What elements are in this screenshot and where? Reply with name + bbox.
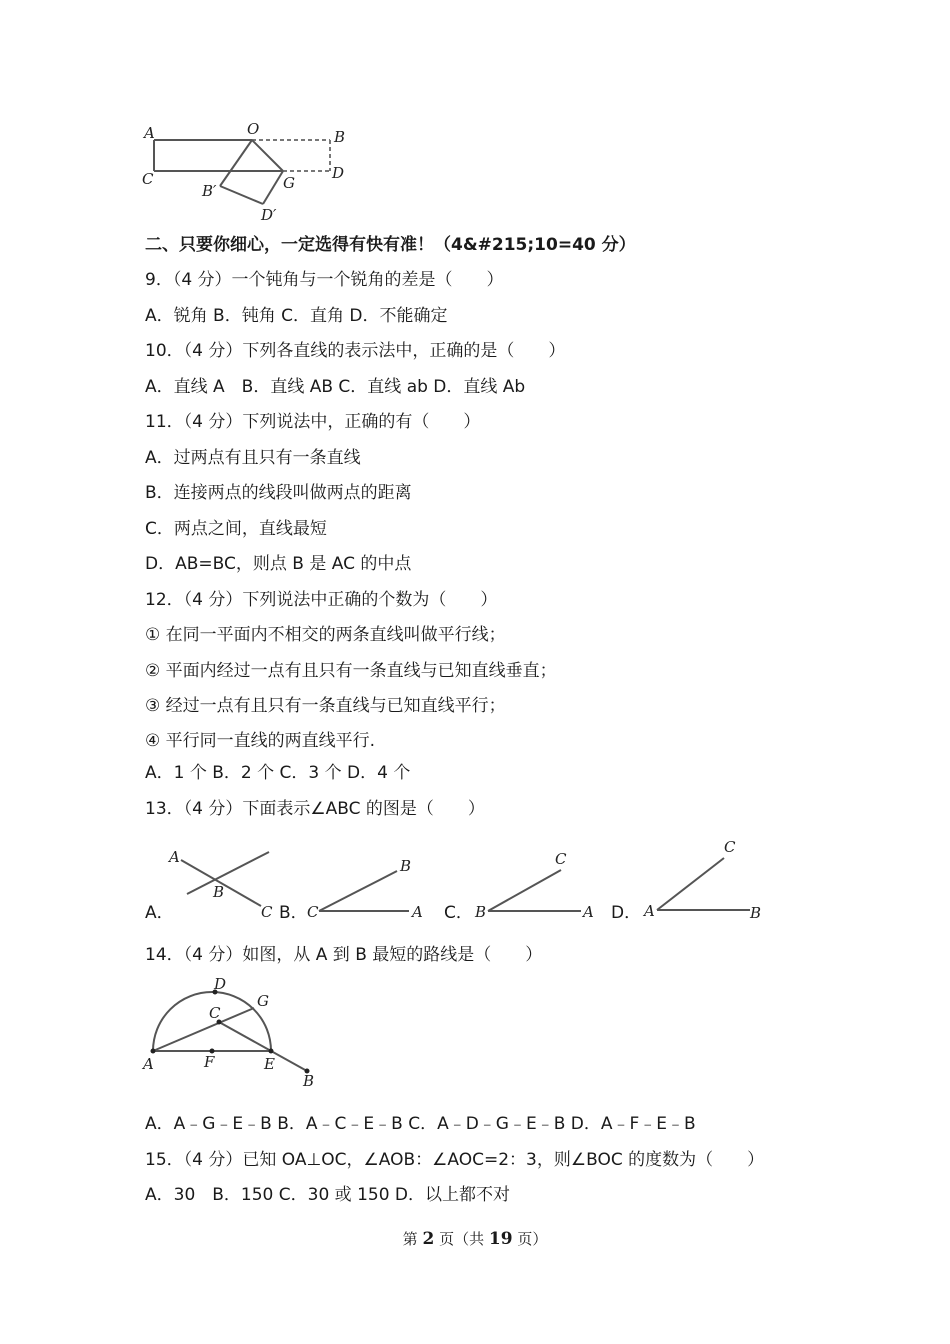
q14-label-a: A (143, 1055, 154, 1073)
fold-figure (140, 118, 360, 228)
label-d-prime: D′ (261, 206, 277, 224)
label-c: C (142, 170, 154, 188)
q12-statement-3: ③ 经过一点有且只有一条直线与已知直线平行； (145, 696, 506, 716)
q12-statement-1: ① 在同一平面内不相交的两条直线叫做平行线； (145, 625, 506, 645)
q12-statement-4: ④ 平行同一直线的两直线平行. (145, 731, 376, 751)
q13-figure-d (642, 838, 767, 922)
footer-suffix: 页） (517, 1230, 548, 1248)
q13-c-label-b: B (475, 903, 487, 921)
q11-option-a: A．过两点有且只有一条直线 (145, 448, 361, 468)
q12-options: A．1 个 B．2 个 C．3 个 D．4 个 (145, 763, 411, 783)
footer-page-number: 2 (422, 1229, 435, 1249)
q13-option-a-label: A． (145, 903, 174, 923)
q11-option-d: D．AB=BC，则点 B 是 AC 的中点 (145, 554, 412, 574)
q13-d-label-b: B (750, 904, 762, 922)
footer-mid: 页（共 (439, 1230, 485, 1248)
q15-options: A．30 B．150 C．30 或 150 D．以上都不对 (145, 1185, 511, 1205)
label-g: G (283, 174, 295, 192)
q13-option-b-label: B． (279, 903, 308, 923)
label-a: A (144, 124, 155, 142)
q14-label-d: D (214, 975, 227, 993)
q13-c-label-c: C (555, 850, 567, 868)
page-footer (0, 1228, 950, 1249)
q11-option-b: B．连接两点的线段叫做两点的距离 (145, 483, 412, 503)
q13-d-label-a: A (644, 902, 655, 920)
label-d: D (332, 164, 345, 182)
q13-b-label-b: B (400, 857, 412, 875)
q14-label-f: F (204, 1053, 215, 1071)
q13-option-d-label: D． (611, 903, 642, 923)
q13-a-label-a: A (169, 848, 180, 866)
q15-stem: 15．（4 分）已知 OA⊥OC，∠AOB：∠AOC=2：3，则∠BOC 的度数为（ ） (145, 1150, 765, 1170)
q10-stem: 10．（4 分）下列各直线的表示法中，正确的是（ ） (145, 341, 566, 361)
q13-figure-c (473, 848, 603, 921)
q11-option-c: C．两点之间，直线最短 (145, 519, 327, 539)
q14-options: A．A﹣G﹣E﹣B B．A﹣C﹣E﹣B C．A﹣D﹣G﹣E﹣B D．A﹣F﹣E﹣B (145, 1114, 696, 1134)
footer-total-pages: 19 (488, 1229, 513, 1249)
section-title: 二、只要你细心，一定选得有快有准！（4&#215;10=40 分） (145, 235, 636, 255)
label-b-prime: B′ (202, 182, 217, 200)
label-b: B (334, 128, 346, 146)
q13-b-label-c: C (307, 903, 319, 921)
q12-stem: 12．（4 分）下列说法中正确的个数为（ ） (145, 590, 498, 610)
q12-statement-2: ② 平面内经过一点有且只有一条直线与已知直线垂直； (145, 661, 557, 681)
q13-a-label-c: C (261, 903, 273, 921)
q14-label-c: C (209, 1004, 221, 1022)
footer-prefix: 第 (402, 1230, 418, 1248)
q9-stem: 9．（4 分）一个钝角与一个锐角的差是（ ） (145, 270, 504, 290)
q11-stem: 11．（4 分）下列说法中，正确的有（ ） (145, 412, 481, 432)
q9-options: A．锐角 B．钝角 C．直角 D．不能确定 (145, 306, 448, 326)
label-o: O (247, 120, 260, 138)
q14-label-b: B (303, 1072, 315, 1090)
q13-option-c-label: C． (444, 903, 473, 923)
q13-d-label-c: C (724, 838, 736, 856)
q13-figure-a (165, 846, 280, 922)
q14-label-e: E (264, 1055, 275, 1073)
q10-options: A．直线 A B．直线 AB C．直线 ab D．直线 Ab (145, 377, 526, 397)
q13-b-label-a: A (412, 903, 423, 921)
q14-label-g: G (257, 992, 269, 1010)
q13-figure-b (305, 856, 430, 921)
q14-stem: 14．（4 分）如图，从 A 到 B 最短的路线是（ ） (145, 945, 543, 965)
q13-stem: 13．（4 分）下面表示∠ABC 的图是（ ） (145, 799, 485, 819)
q13-a-label-b: B (213, 883, 225, 901)
semicircle-figure (140, 974, 325, 1089)
q13-c-label-a: A (583, 903, 594, 921)
